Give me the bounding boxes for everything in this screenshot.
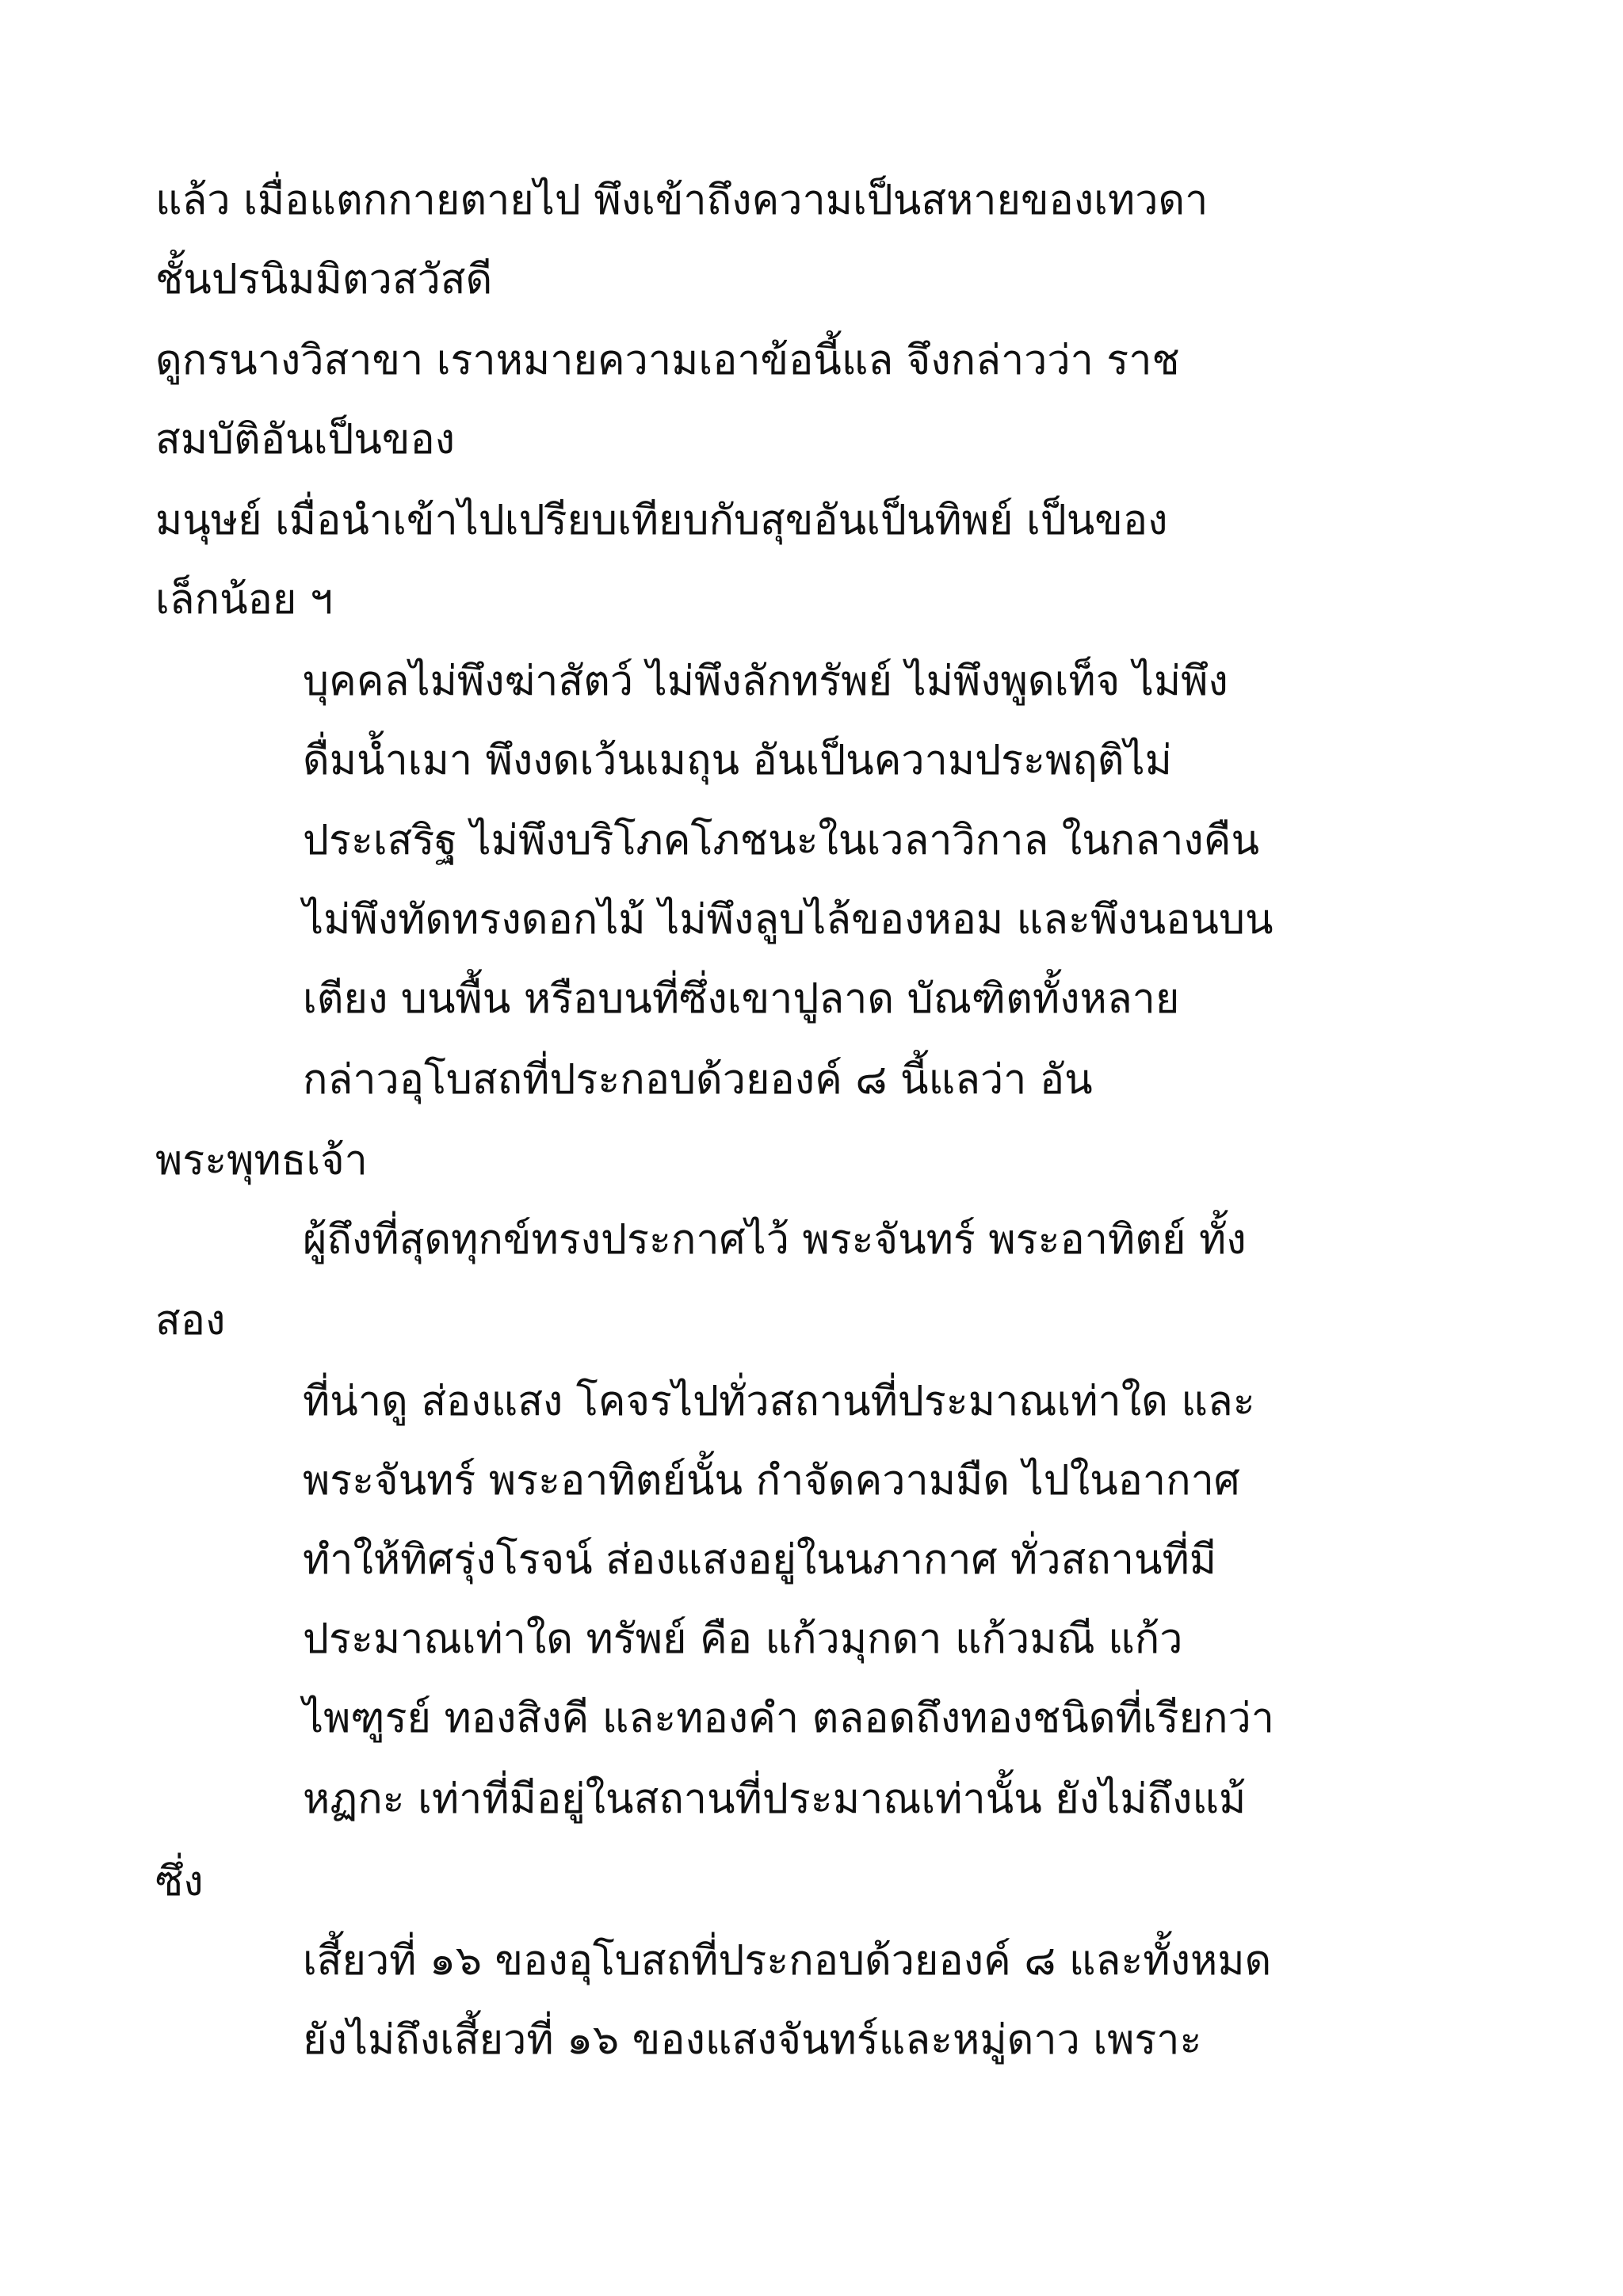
text-line: ที่น่าดู ส่องแสง โคจรไปทั่วสถานที่ประมาณเท่าใด และ	[303, 1378, 1255, 1425]
text-line: ดื่มน้ำเมา พึงงดเว้นเมถุน อันเป็นความประพฤติไม่	[303, 737, 1172, 784]
text-line: เสี้ยวที่ ๑๖ ของอุโบสถที่ประกอบด้วยองค์ ๘ และทั้งหมด	[303, 1937, 1272, 1985]
text-line: เล็กน้อย ฯ	[155, 576, 334, 624]
text-line: ไม่พึงทัดทรงดอกไม้ ไม่พึงลูบไล้ของหอม และพึงนอนบน	[303, 896, 1274, 944]
text-line: ประเสริฐ ไม่พึงบริโภคโภชนะในเวลาวิกาล ในกลางคืน	[303, 817, 1259, 864]
text-line: สอง	[155, 1297, 226, 1344]
text-line: ซึ่ง	[155, 1858, 204, 1905]
text-line: ดูกรนางวิสาขา เราหมายความเอาข้อนี้แล จึงกล่าวว่า ราช	[155, 337, 1180, 384]
text-line: มนุษย์ เมื่อนำเข้าไปเปรียบเทียบกับสุขอันเป็นทิพย์ เป็นของ	[155, 497, 1168, 544]
text-line: ไพฑูรย์ ทองสิงคี และทองคำ ตลอดถึงทองชนิดที่เรียกว่า	[303, 1695, 1274, 1742]
text-line: พระพุทธเจ้า	[155, 1137, 368, 1184]
text-line: สมบัติอันเป็นของ	[155, 416, 456, 463]
text-line: ทำให้ทิศรุ่งโรจน์ ส่องแสงอยู่ในนภากาศ ทั่วสถานที่มี	[303, 1536, 1217, 1584]
text-line: กล่าวอุโบสถที่ประกอบด้วยองค์ ๘ นี้แลว่า อัน	[303, 1056, 1093, 1104]
text-line: เตียง บนพื้น หรือบนที่ซึ่งเขาปูลาด บัณฑิตทั้งหลาย	[303, 975, 1180, 1023]
text-line: หฏกะ เท่าที่มีอยู่ในสถานที่ประมาณเท่านั้น ยังไม่ถึงแม้	[303, 1775, 1247, 1823]
text-line: พระจันทร์ พระอาทิตย์นั้น กำจัดความมืด ไปในอากาศ	[303, 1457, 1240, 1505]
text-line: ประมาณเท่าใด ทรัพย์ คือ แก้วมุกดา แก้วมณี แก้ว	[303, 1615, 1183, 1663]
text-line: บุคคลไม่พึงฆ่าสัตว์ ไม่พึงลักทรัพย์ ไม่พึงพูดเท็จ ไม่พึง	[303, 658, 1228, 705]
text-line: ผู้ถึงที่สุดทุกข์ทรงประกาศไว้ พระจันทร์ พระอาทิตย์ ทั้ง	[303, 1216, 1247, 1264]
text-line: แล้ว เมื่อแตกกายตายไป พึงเข้าถึงความเป็นสหายของเทวดา	[155, 177, 1209, 224]
text-line: ยังไม่ถึงเสี้ยวที่ ๑๖ ของแสงจันทร์และหมู่ดาว เพราะ	[303, 2016, 1202, 2064]
text-line: ชั้นปรนิมมิตวสวัสดี	[155, 256, 493, 303]
